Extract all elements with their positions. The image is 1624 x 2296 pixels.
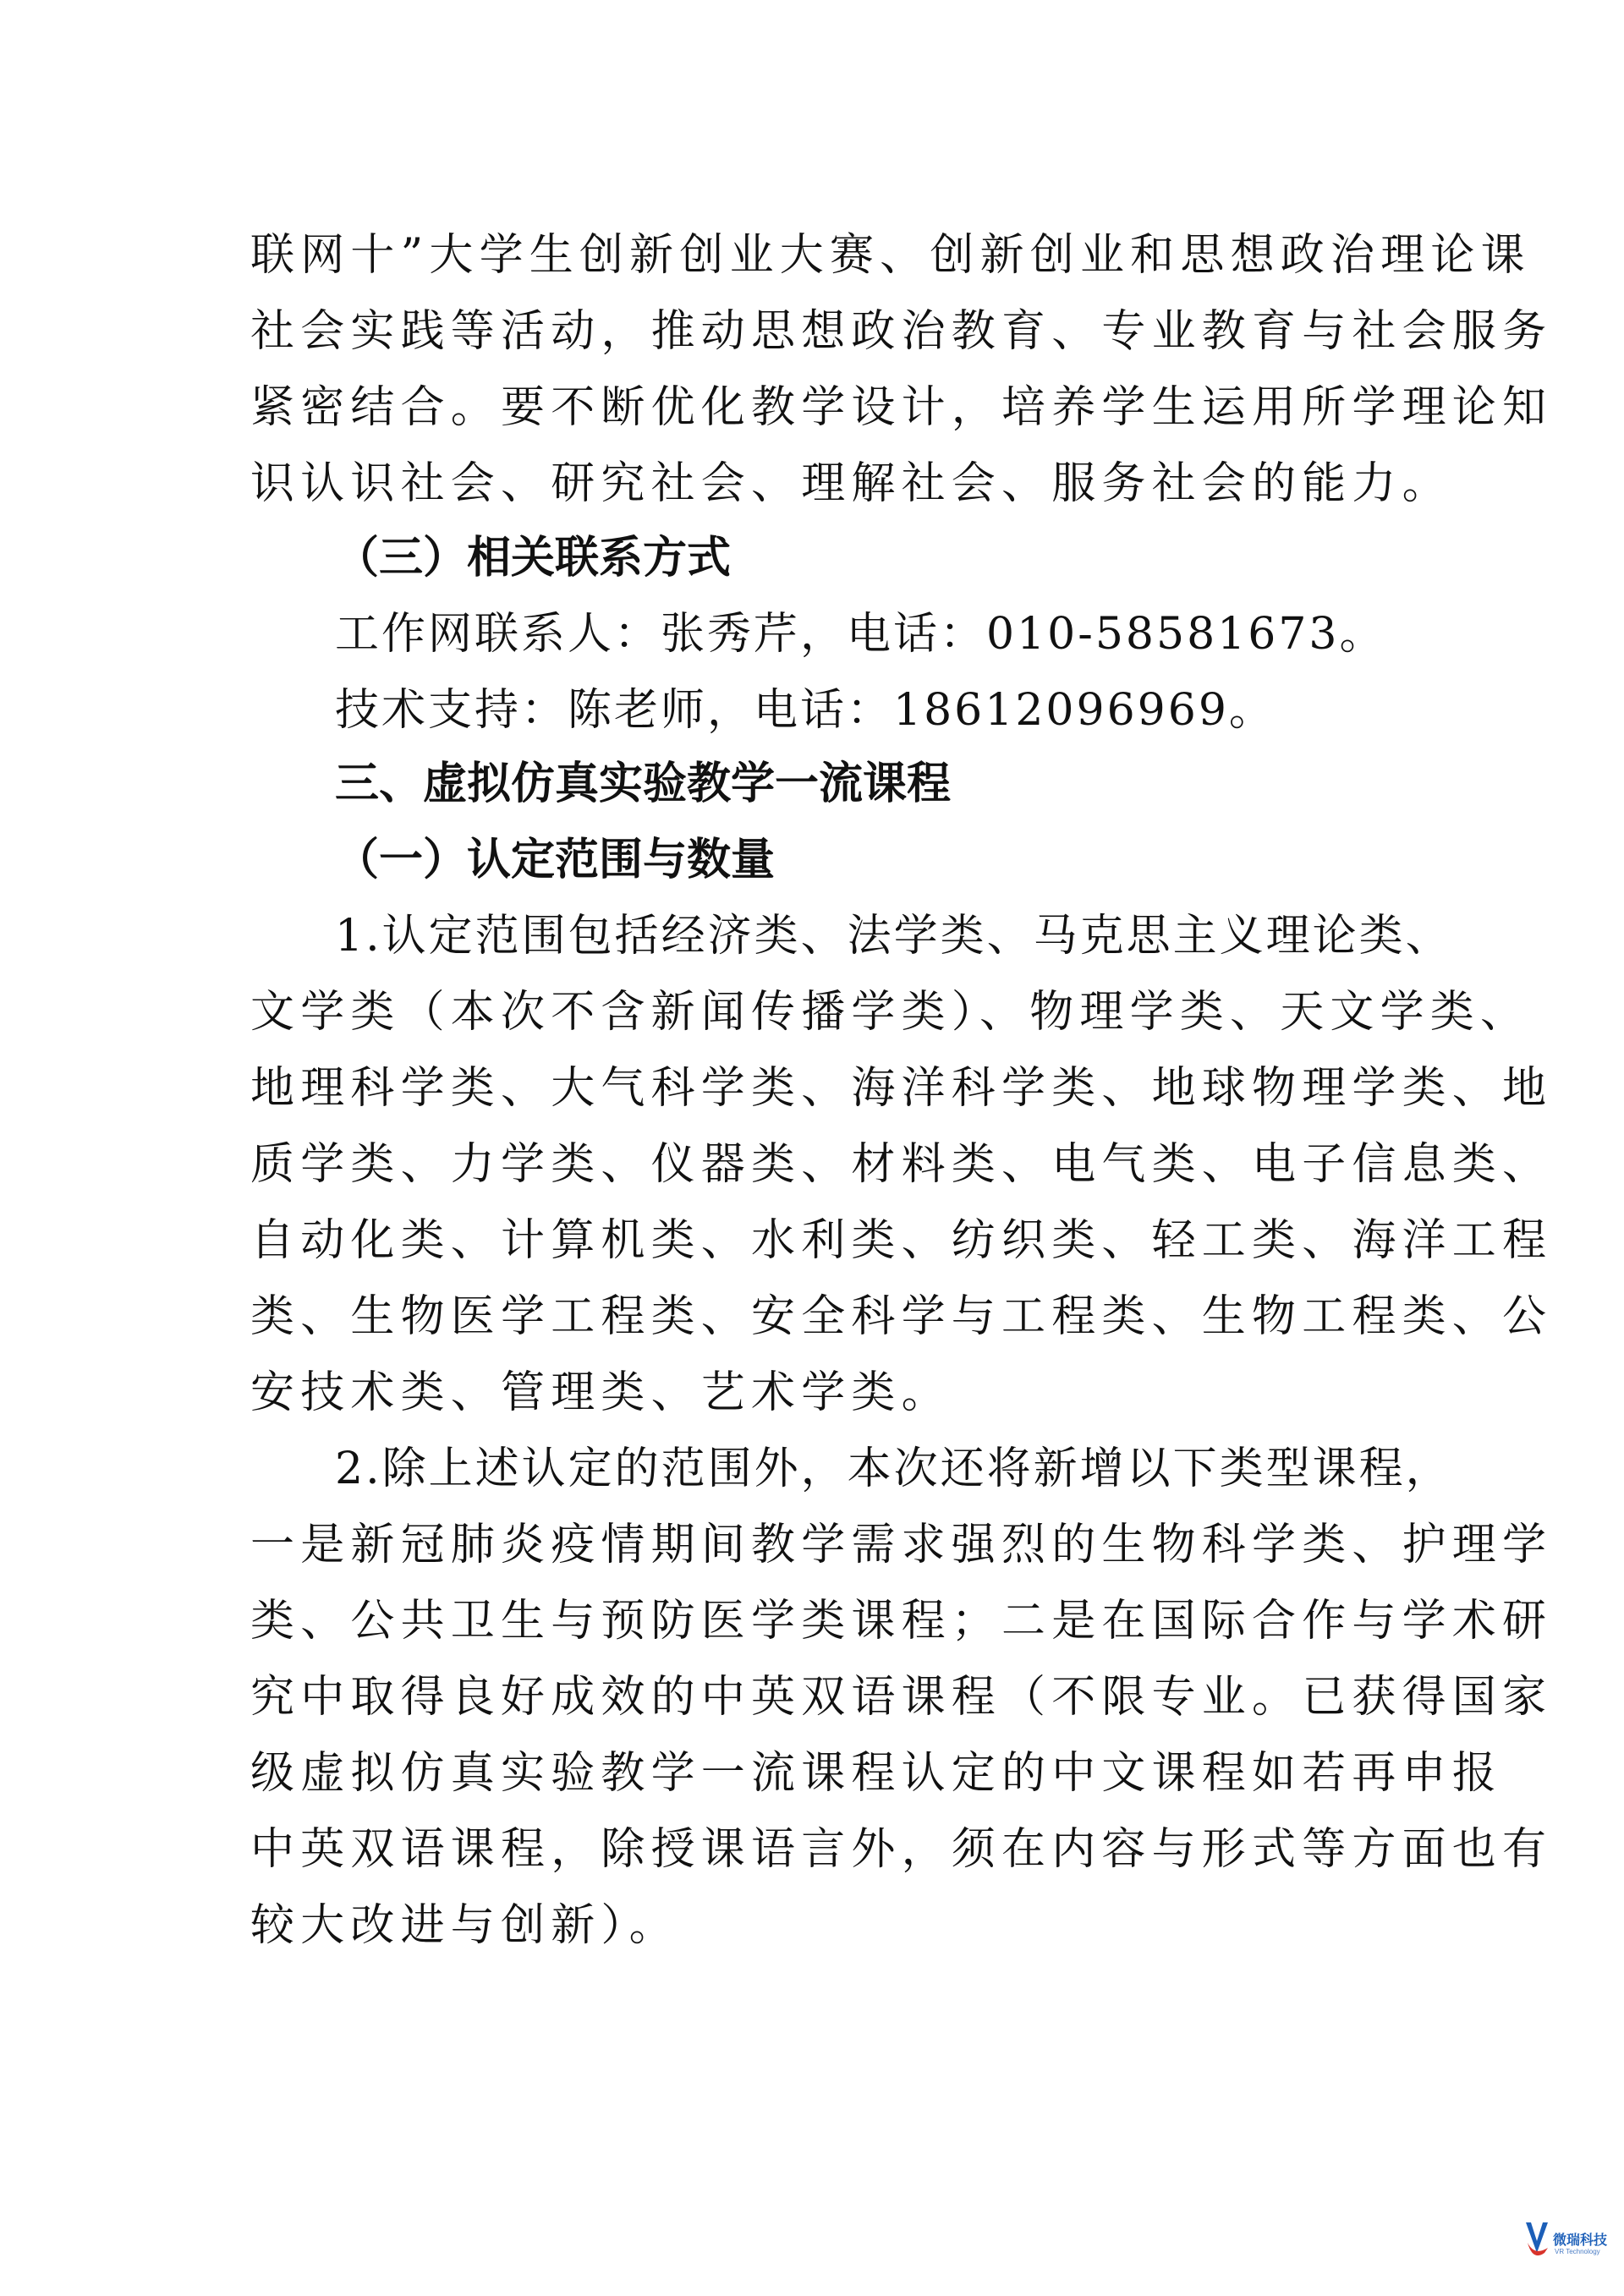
paragraph-line: 质学类、力学类、仪器类、材料类、电气类、电子信息类、: [250, 1139, 1553, 1190]
paragraph-line: 识认识社会、研究社会、理解社会、服务社会的能力。: [250, 458, 1452, 509]
paragraph-line: 紧密结合。要不断优化教学设计，培养学生运用所学理论知: [250, 382, 1553, 433]
watermark-name: 微瑞科技: [1553, 2232, 1608, 2248]
paragraph-line: 1.认定范围包括经济类、法学类、马克思主义理论类、: [335, 911, 1452, 962]
paragraph-line: 类、生物医学工程类、安全科学与工程类、生物工程类、公: [250, 1291, 1553, 1342]
paragraph-line: 类、公共卫生与预防医学类课程；二是在国际合作与学术研: [250, 1596, 1553, 1647]
watermark-subtitle: VR Technology: [1555, 2248, 1600, 2255]
paragraph-line: 社会实践等活动，推动思想政治教育、专业教育与社会服务: [250, 306, 1553, 357]
paragraph-line: 一是新冠肺炎疫情期间教学需求强烈的生物科学类、护理学: [250, 1520, 1553, 1570]
paragraph-line: 级虚拟仿真实验教学一流课程认定的中文课程如若再申报: [250, 1748, 1503, 1799]
paragraph-line: 究中取得良好成效的中英双语课程（不限专业。已获得国家: [250, 1672, 1553, 1723]
watermark-logo: [1522, 2214, 1617, 2282]
paragraph-line: 较大改进与创新）。: [250, 1900, 679, 1951]
paragraph-line: 自动化类、计算机类、水利类、纺织类、轻工类、海洋工程: [250, 1215, 1553, 1266]
section-heading-virtual-simulation: 三、虚拟仿真实验教学一流课程: [335, 759, 952, 809]
paragraph-line: 中英双语课程，除授课语言外，须在内容与形式等方面也有: [250, 1824, 1553, 1875]
tech-support-line: 技术支持：陈老师，电话：18612096969。: [335, 685, 1276, 736]
section-heading-contact: （三）相关联系方式: [335, 533, 732, 584]
paragraph-line: 地理科学类、大气科学类、海洋科学类、地球物理学类、地: [250, 1063, 1553, 1114]
paragraph-line: 安技术类、管理类、艺术学类。: [250, 1367, 952, 1418]
paragraph-line: 2.除上述认定的范围外，本次还将新增以下类型课程，: [335, 1444, 1452, 1494]
paragraph-line: 联网十”大学生创新创业大赛、创新创业和思想政治理论课: [250, 230, 1531, 281]
vr-logo-icon: [1522, 2214, 1551, 2265]
section-heading-scope: （一）认定范围与数量: [335, 835, 776, 885]
paragraph-line: 文学类（本次不含新闻传播学类）、物理学类、天文学类、: [250, 987, 1531, 1038]
contact-person-line: 工作网联系人：张秀芹，电话：010-58581673。: [335, 609, 1386, 660]
